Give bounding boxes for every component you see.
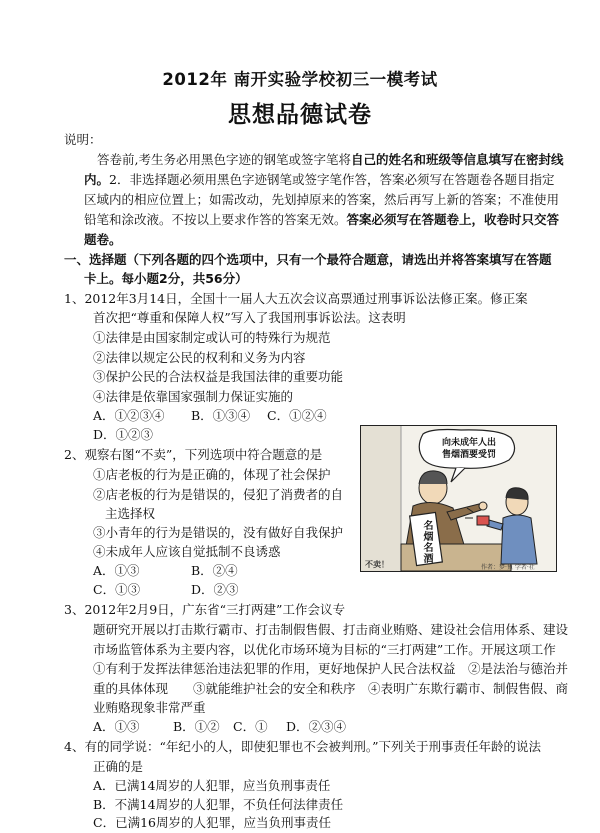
q1-stem-line-1: 1、2012年3月14日，全国十一届人大五次会议高票通过刑事诉讼法修正案。修正案 — [64, 291, 528, 306]
q2-option-2: ②店老板的行为是错误的，侵犯了消费者的自 — [93, 487, 344, 502]
q2-choice-d: D．②③ — [191, 582, 239, 597]
q4-choice-b: B．不满14周岁的人犯罪，不负任何法律责任 — [93, 797, 344, 812]
q1-option-1: ①法律是由国家制定或认可的特殊行为规范 — [93, 330, 331, 345]
q3-choice-d: D．②③④ — [286, 719, 347, 734]
q3-stem-line-3: 市场监管体系为主要内容，以优化市场环境为目标的“三打两建”工作。开展这项工作 — [93, 642, 556, 657]
instructions-line-3: 区域内的相应位置上；如需改动，先划掉原来的答案，然后再写上新的答案；不准使用 — [84, 192, 560, 207]
instructions-line-1: 答卷前,考生务必用黑色字迹的钢笔或签字笔将自己的姓名和班级等信息填写在密封线 — [97, 152, 564, 167]
q2-stem: 2、观察右图“不卖”，下列选项中符合题意的是 — [64, 447, 323, 462]
q2-choice-c: C．①③ — [93, 582, 141, 597]
q4-choice-a: A．已满14周岁的人犯罪，应当负刑事责任 — [93, 778, 331, 793]
q4-choice-c: C．已满16周岁的人犯罪，应当负刑事责任 — [93, 815, 331, 830]
q3-stem-line-6: 业贿赂现象非常严重 — [93, 700, 206, 715]
q3-choice-c: C．① — [233, 719, 268, 734]
q1-stem-line-2: 首次把“尊重和保障人权”写入了我国刑事诉讼法。这表明 — [93, 310, 406, 325]
q1-option-4: ④法律是依靠国家强制力保证实施的 — [93, 389, 294, 404]
section-heading-line-1: 一、选择题（下列各题的四个选项中，只有一个最符合题意，请选出并将答案填写在答题 — [64, 252, 552, 267]
section-heading-line-2: 卡上。每小题2分，共56分） — [84, 271, 248, 286]
q2-option-2-cont: 主选择权 — [105, 506, 156, 521]
bubble-line-1: 向未成年人出 — [441, 438, 496, 448]
q3-stem-line-4: ①有利于发挥法律惩治违法犯罪的作用，更好地保护人民合法权益 ②是法治与德治并 — [93, 661, 569, 676]
q1-choice-d: D．①②③ — [93, 427, 154, 442]
q1-choice-c: C．①②④ — [267, 408, 327, 423]
q4-stem-line-1: 4、有的同学说：“年纪小的人，即使犯罪也不会被判刑。”下列关于刑事责任年龄的说法 — [64, 739, 541, 754]
q1-choice-a: A．①②③④ — [93, 408, 165, 423]
q1-option-3: ③保护公民的合法权益是我国法律的重要功能 — [93, 369, 344, 384]
q2-choice-b: B．②④ — [191, 563, 238, 578]
q2-option-1: ①店老板的行为是正确的，体现了社会保护 — [93, 467, 331, 482]
sign-label: 名烟名酒 — [421, 520, 432, 564]
cartoon-illustration — [360, 425, 557, 572]
instructions-line-2: 内。2．非选择题必须用黑色字迹钢笔或签字笔作答，答案必须写在答题卷各题目指定 — [84, 172, 555, 187]
exam-subtitle: 思想品德试卷 — [228, 102, 372, 128]
q2-option-3: ③小青年的行为是错误的，没有做好自我保护 — [93, 525, 344, 540]
q2-choice-a: A．①③ — [93, 563, 140, 578]
q3-stem-line-2: 题研究开展以打击欺行霸市、打击制假售假、打击商业贿赂、建设社会信用体系、建设 — [93, 622, 569, 637]
instructions-line-4: 铅笔和涂改液。不按以上要求作答的答案无效。答案必须写在答题卷上，收卷时只交答 — [84, 212, 560, 227]
q2-option-4: ④未成年人应该自觉抵制不良诱惑 — [93, 544, 281, 559]
cartoon-credit: 作者：梦·鱼 学者·社 — [481, 564, 535, 571]
q1-choice-b: B．①③④ — [191, 408, 251, 423]
instructions-line-5: 题卷。 — [84, 232, 122, 247]
exam-title: 2012年 南开实验学校初三一模考试 — [162, 70, 438, 89]
q3-choice-a: A．①③ — [93, 719, 140, 734]
q3-stem-line-1: 3、2012年2月9日，广东省“三打两建”工作会议专 — [64, 602, 345, 617]
instructions-label: 说明： — [64, 132, 102, 147]
bubble-line-2: 售烟酒要受罚 — [441, 450, 496, 460]
q4-stem-line-2: 正确的是 — [93, 759, 144, 774]
cartoon-caption: 不卖！ — [365, 560, 389, 569]
q3-choice-b: B．①② — [173, 719, 220, 734]
q1-option-2: ②法律以规定公民的权利和义务为内容 — [93, 350, 306, 365]
q3-stem-line-5: 重的具体体现 ③就能维护社会的安全和秩序 ④表明广东欺行霸市、制假售假、商 — [93, 681, 569, 696]
